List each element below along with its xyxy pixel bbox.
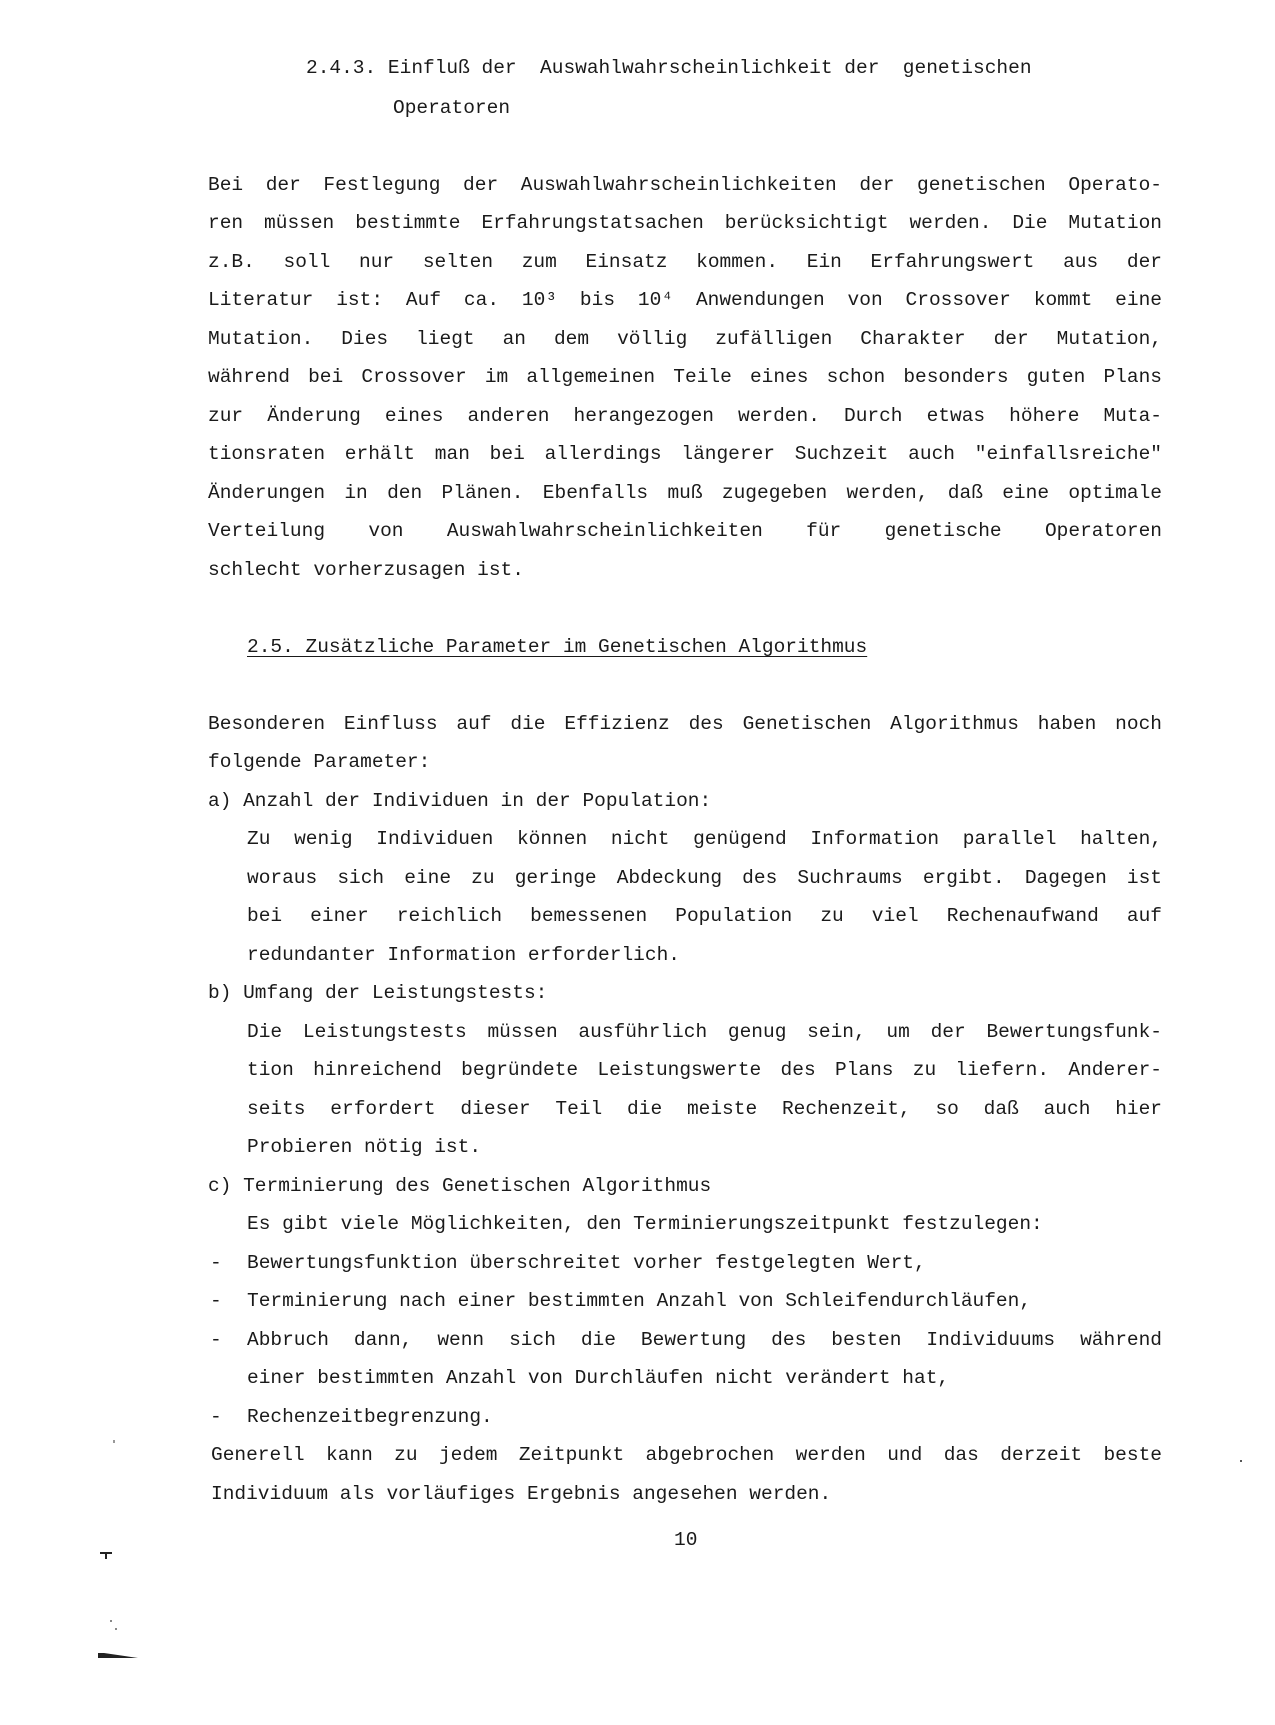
paragraph-line: Mutation. Dies liegt an dem völlig zufälligen Charakter der Mutation, <box>208 328 1162 350</box>
list-item-c-label: c) Terminierung des Genetischen Algorithmus <box>208 1175 712 1197</box>
list-item-c-intro: Es gibt viele Möglichkeiten, den Terminierungszeitpunkt festzulegen: <box>247 1213 1043 1235</box>
bullet-item: Abbruch dann, wenn sich die Bewertung des besten Individuums während <box>247 1329 1162 1351</box>
scan-artifact <box>113 1440 115 1443</box>
scan-artifact <box>1240 1460 1242 1462</box>
paragraph-line: z.B. soll nur selten zum Einsatz kommen. Ein Erfahrungswert aus der <box>208 251 1162 273</box>
paragraph-line: während bei Crossover im allgemeinen Teile eines schon besonders guten Plans <box>208 366 1162 388</box>
paragraph-line: zur Änderung eines anderen herangezogen werden. Durch etwas höhere Muta- <box>208 405 1162 427</box>
paragraph-line: tionsraten erhält man bei allerdings längerer Suchzeit auch "einfallsreiche" <box>208 443 1162 465</box>
paragraph-line: Verteilung von Auswahlwahrscheinlichkeiten für genetische Operatoren <box>208 520 1162 542</box>
section-heading-2-4-3-line2: Operatoren <box>393 97 511 119</box>
list-item-b-line: Die Leistungstests müssen ausführlich genug sein, um der Bewertungsfunk- <box>247 1021 1162 1043</box>
scan-artifact <box>110 1620 112 1622</box>
page-number: 10 <box>674 1529 698 1551</box>
paragraph-line: ren müssen bestimmte Erfahrungstatsachen berücksichtigt werden. Die Mutation <box>208 212 1162 234</box>
list-item-a-line: woraus sich eine zu geringe Abdeckung des Suchraums ergibt. Dagegen ist <box>247 867 1162 889</box>
list-item-b-line: seits erfordert dieser Teil die meiste Rechenzeit, so daß auch hier <box>247 1098 1162 1120</box>
paragraph-line: Bei der Festlegung der Auswahlwahrscheinlichkeiten der genetischen Operato- <box>208 174 1162 196</box>
bullet-dash: - <box>210 1329 222 1351</box>
scan-artifact <box>115 1628 117 1630</box>
list-item-a-line: redundanter Information erforderlich. <box>247 944 680 966</box>
scan-artifact <box>105 1554 107 1559</box>
list-item-b-line: Probieren nötig ist. <box>247 1136 482 1158</box>
intro-line: Besonderen Einfluss auf die Effizienz des Genetischen Algorithmus haben noch <box>208 713 1162 735</box>
paragraph-line: Änderungen in den Plänen. Ebenfalls muß zugegeben werden, daß eine optimale <box>208 482 1162 504</box>
section-heading-2-4-3-line1: 2.4.3. Einfluß der Auswahlwahrscheinlichkeit der genetischen <box>306 57 1032 79</box>
list-item-a-line: Zu wenig Individuen können nicht genügend Information parallel halten, <box>247 828 1162 850</box>
closing-line: Individuum als vorläufiges Ergebnis angesehen werden. <box>211 1483 832 1505</box>
closing-line: Generell kann zu jedem Zeitpunkt abgebrochen werden und das derzeit beste <box>211 1444 1162 1466</box>
list-item-a-line: bei einer reichlich bemessenen Population zu viel Rechenaufwand auf <box>247 905 1162 927</box>
paragraph-line: schlecht vorherzusagen ist. <box>208 559 524 581</box>
bullet-item-continuation: einer bestimmten Anzahl von Durchläufen nicht verändert hat, <box>247 1367 950 1389</box>
scan-artifact <box>98 1653 138 1658</box>
list-item-a-label: a) Anzahl der Individuen in der Population: <box>208 790 712 812</box>
bullet-dash: - <box>210 1406 222 1428</box>
bullet-dash: - <box>210 1252 222 1274</box>
bullet-item: Terminierung nach einer bestimmten Anzahl von Schleifendurchläufen, <box>247 1290 1032 1312</box>
list-item-b-line: tion hinreichend begründete Leistungswerte des Plans zu liefern. Anderer- <box>247 1059 1162 1081</box>
bullet-dash: - <box>210 1290 222 1312</box>
bullet-item: Bewertungsfunktion überschreitet vorher festgelegten Wert, <box>247 1252 926 1274</box>
bullet-item: Rechenzeitbegrenzung. <box>247 1406 493 1428</box>
intro-line: folgende Parameter: <box>208 751 431 773</box>
paragraph-line: Literatur ist: Auf ca. 10³ bis 10⁴ Anwendungen von Crossover kommt eine <box>208 289 1162 311</box>
list-item-b-label: b) Umfang der Leistungstests: <box>208 982 548 1004</box>
section-heading-2-5: 2.5. Zusätzliche Parameter im Genetischen Algorithmus <box>247 636 868 658</box>
